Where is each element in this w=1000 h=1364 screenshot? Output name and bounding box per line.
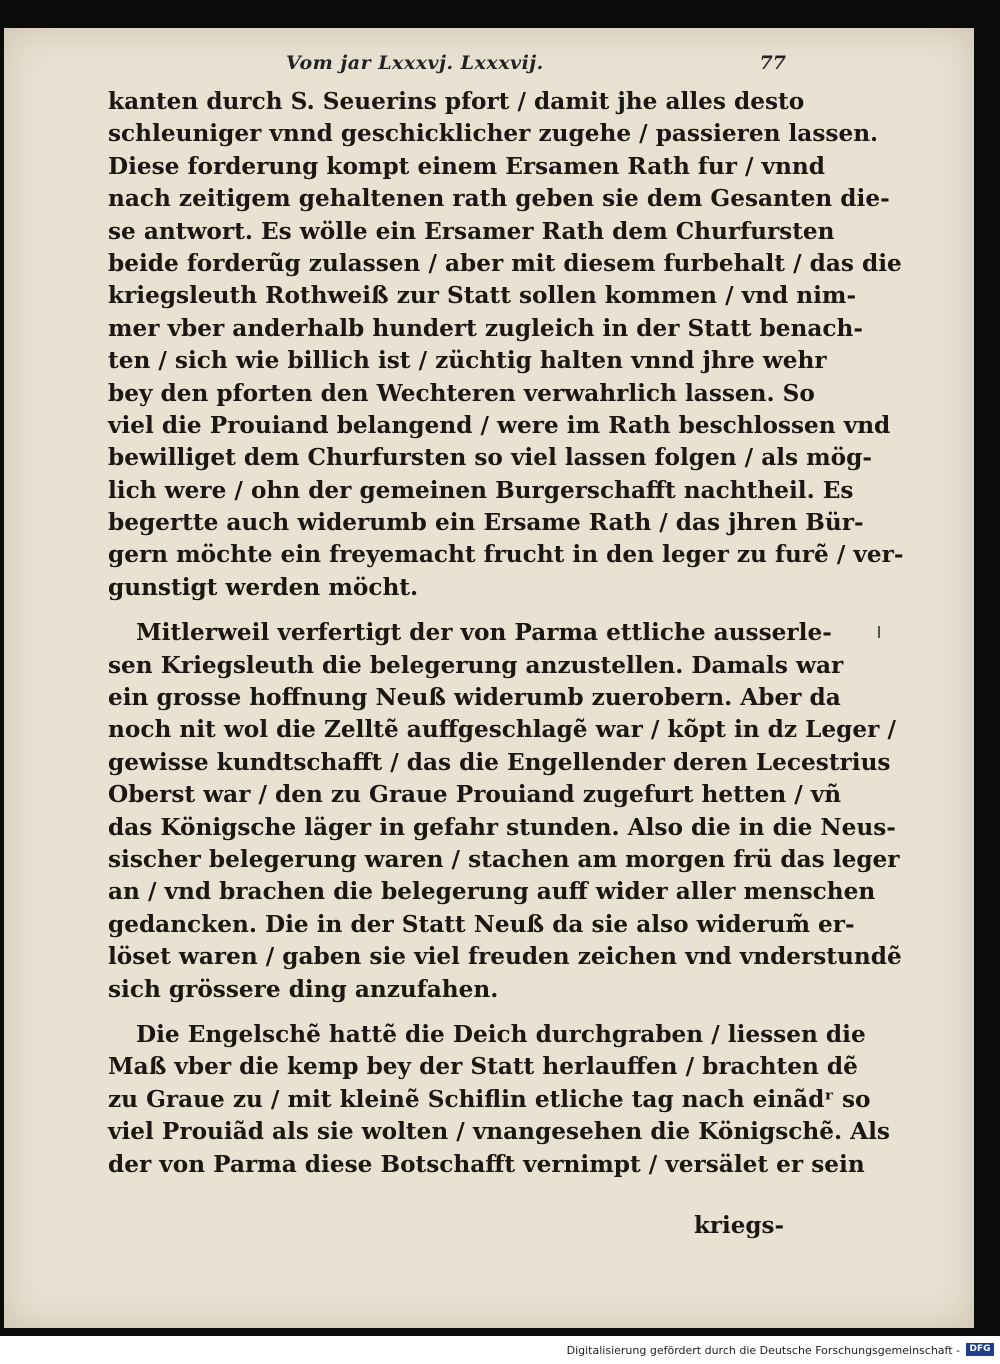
running-title: Vom jar Lxxxvj. Lxxxvij. xyxy=(286,52,544,74)
text-line: noch nit wol die Zelltẽ auffgeschlagẽ war / kõpt in dz Leger / xyxy=(108,716,896,744)
text-line: bewilliget dem Churfursten so viel lassen folgen / als mög- xyxy=(108,444,872,472)
text-line: ein grosse hoffnung Neuß widerumb zuerobern. Aber da xyxy=(108,684,841,712)
text-line: kanten durch S. Seuerins pfort / damit jhe alles desto xyxy=(108,88,805,115)
text-line: Maß vber die kemp bey der Statt herlauffen / brachten dẽ xyxy=(108,1053,858,1081)
margin-mark xyxy=(878,626,880,638)
text-line: Oberst war / den zu Graue Prouiand zugefurt hetten / vñ xyxy=(108,781,842,809)
text-line: bey den pforten den Wechteren verwahrlich lassen. So xyxy=(108,379,815,407)
text-line: sen Kriegsleuth die belegerung anzustellen. Damals war xyxy=(108,651,844,679)
text-line: viel Prouiãd als sie wolten / vnangesehen die Königschẽ. Als xyxy=(108,1118,890,1146)
funding-notice: Digitalisierung gefördert durch die Deutsche Forschungsgemeinschaft - xyxy=(566,1344,960,1357)
text-line: nach zeitigem gehaltenen rath geben sie dem Gesanten die- xyxy=(108,185,890,213)
running-head xyxy=(286,52,786,82)
text-line: Diese forderung kompt einem Ersamen Rath fur / vnnd xyxy=(108,152,825,180)
text-line: gedancken. Die in der Statt Neuß da sie also widerum̃ er- xyxy=(108,910,855,938)
page-number: 77 xyxy=(759,52,786,74)
text-line: gern möchte ein freyemacht frucht in den leger zu furẽ / ver- xyxy=(108,541,904,569)
text-line: schleuniger vnnd geschicklicher zugehe / passieren lassen. xyxy=(108,120,879,148)
text-line: gewisse kundtschafft / das die Engellender deren Lecestrius xyxy=(108,748,891,776)
text-line: das Königsche läger in gefahr stunden. Also die in die Neus- xyxy=(108,813,896,841)
text-line: gunstigt werden möcht. xyxy=(108,573,419,601)
paragraph-3 xyxy=(108,1019,890,1181)
paragraph-1 xyxy=(108,86,904,604)
catchword: kriegs- xyxy=(693,1212,784,1239)
text-line: viel die Prouiand belangend / were im Rath beschlossen vnd xyxy=(108,411,891,439)
text-line: Mitlerweil verfertigt der von Parma ettliche ausserle- xyxy=(136,619,832,647)
text-line: löset waren / gaben sie viel freuden zeichen vnd vnderstundẽ xyxy=(108,943,902,971)
text-line: sischer belegerung waren / stachen am morgen frü das leger xyxy=(108,845,900,873)
text-line: kriegsleuth Rothweiß zur Statt sollen kommen / vnd nim- xyxy=(108,282,857,310)
paragraph-2 xyxy=(108,617,902,1006)
text-line: sich grössere ding anzufahen. xyxy=(108,975,499,1003)
text-line: der von Parma diese Botschafft vernimpt / versälet er sein xyxy=(108,1150,865,1178)
text-line: Die Engelschẽ hattẽ die Deich durchgraben / liessen die xyxy=(136,1020,866,1048)
text-line: mer vber anderhalb hundert zugleich in der Statt benach- xyxy=(108,314,863,342)
footer-bar xyxy=(0,1336,1000,1364)
text-line: zu Graue zu / mit kleinẽ Schiflin etliche tag nach einãdʳ so xyxy=(108,1085,871,1113)
dfg-logo-icon: DFG xyxy=(966,1343,994,1356)
body-text xyxy=(108,86,904,1181)
text-line: begertte auch widerumb ein Ersame Rath / das jhren Bür- xyxy=(108,509,864,537)
text-line: lich were / ohn der gemeinen Burgerschafft nachtheil. Es xyxy=(108,476,854,504)
text-line: an / vnd brachen die belegerung auff wider aller menschen xyxy=(108,878,876,906)
text-line: se antwort. Es wölle ein Ersamer Rath dem Churfursten xyxy=(108,217,835,245)
text-line: beide forderũg zulassen / aber mit diesem furbehalt / das die xyxy=(108,249,902,277)
text-line: ten / sich wie billich ist / züchtig halten vnnd jhre wehr xyxy=(108,347,827,375)
